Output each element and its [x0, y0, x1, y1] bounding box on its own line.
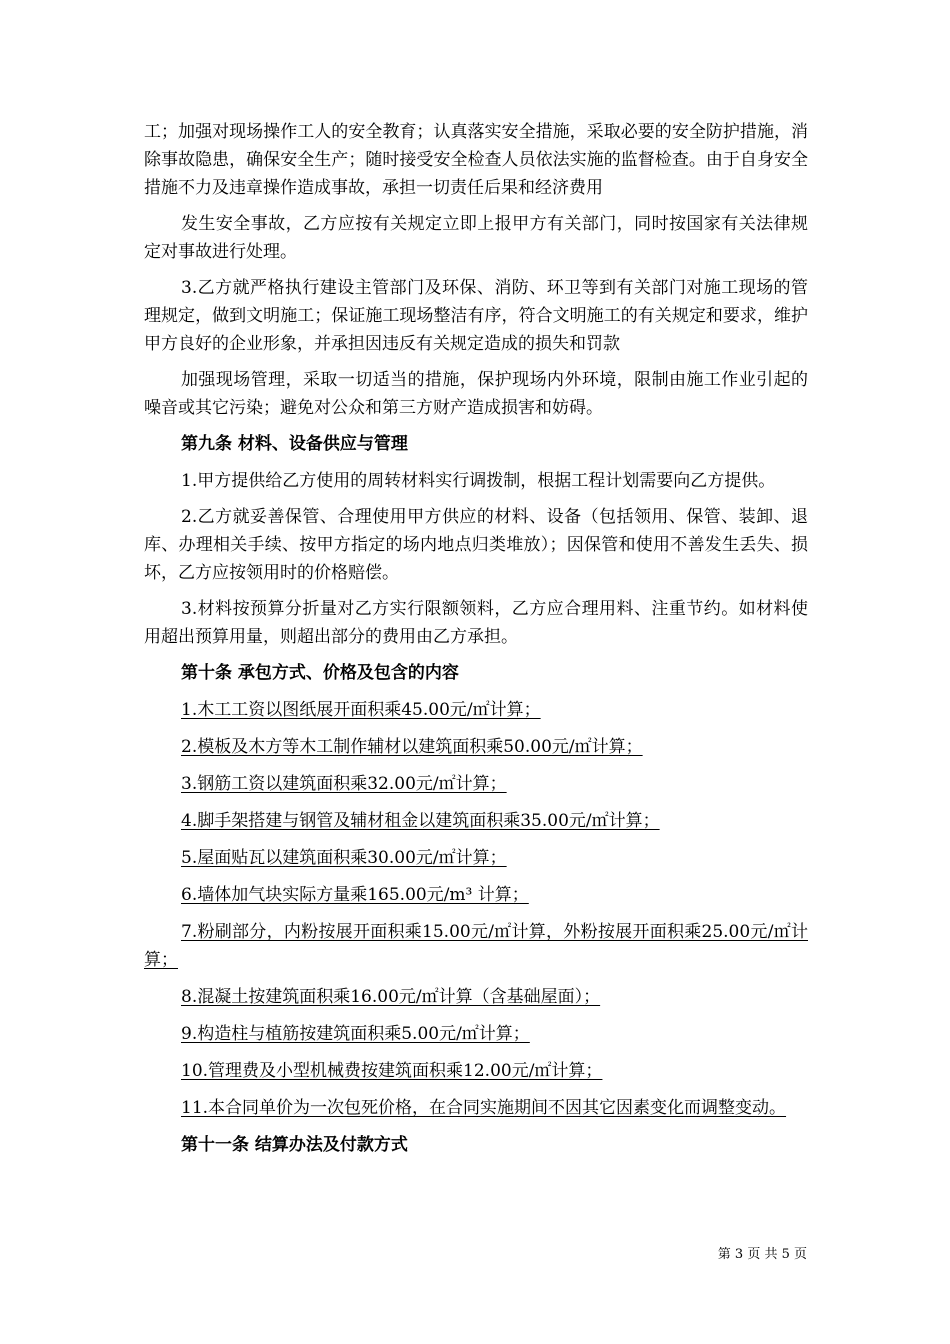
price-item-1: 1.木工工资以图纸展开面积乘45.00元/㎡计算；	[181, 700, 541, 720]
section-heading-article-9: 第九条 材料、设备供应与管理	[181, 434, 408, 454]
price-item-3: 3.钢筋工资以建筑面积乘32.00元/㎡计算；	[181, 774, 507, 794]
price-item-11: 11.本合同单价为一次包死价格，在合同实施期间不因其它因素变化而调整变动。	[181, 1098, 787, 1118]
price-item-2: 2.模板及木方等木工制作辅材以建筑面积乘50.00元/㎡计算；	[181, 737, 643, 757]
price-item-4: 4.脚手架搭建与钢管及辅材租金以建筑面积乘35.00元/㎡计算；	[181, 811, 660, 831]
price-item-7: 7.粉刷部分，内粉按展开面积乘15.00元/㎡计算，外粉按展开面积乘25.00元/㎡计算；	[144, 922, 808, 970]
document-body	[144, 118, 808, 1168]
paragraph-materials-2: 2.乙方就妥善保管、合理使用甲方供应的材料、设备（包括领用、保管、装卸、退库、办理相关手续、按甲方指定的场内地点归类堆放）；因保管和使用不善发生丢失、损坏，乙方应按领用时的价格赔偿。	[144, 507, 808, 583]
section-heading-article-11: 第十一条 结算办法及付款方式	[181, 1135, 408, 1155]
price-item-8: 8.混凝土按建筑面积乘16.00元/㎡计算（含基础屋面）；	[181, 987, 601, 1007]
page-number: 第 3 页 共 5 页	[717, 1247, 807, 1262]
paragraph-accident-report: 发生安全事故，乙方应按有关规定立即上报甲方有关部门，同时按国家有关法律规定对事故进行处理。	[144, 214, 808, 262]
paragraph-site-management: 加强现场管理，采取一切适当的措施，保护现场内外环境，限制由施工作业引起的噪音或其它污染；避免对公众和第三方财产造成损害和妨碍。	[144, 370, 808, 418]
price-item-6: 6.墙体加气块实际方量乘165.00元/m³ 计算；	[181, 885, 529, 905]
price-item-5: 5.屋面贴瓦以建筑面积乘30.00元/㎡计算；	[181, 848, 507, 868]
price-item-10: 10.管理费及小型机械费按建筑面积乘12.00元/㎡计算；	[181, 1061, 603, 1081]
paragraph-civilized-construction: 3.乙方就严格执行建设主管部门及环保、消防、环卫等到有关部门对施工现场的管理规定，做到文明施工；保证施工现场整洁有序，符合文明施工的有关规定和要求，维护甲方良好的企业形象，并承担因违反有关规定造成的损失和罚款	[144, 278, 808, 354]
price-item-9: 9.构造柱与植筋按建筑面积乘5.00元/㎡计算；	[181, 1024, 530, 1044]
paragraph-materials-3: 3.材料按预算分折量对乙方实行限额领料，乙方应合理用料、注重节约。如材料使用超出预算用量，则超出部分的费用由乙方承担。	[144, 599, 808, 647]
paragraph-materials-1: 1.甲方提供给乙方使用的周转材料实行调拨制，根据工程计划需要向乙方提供。	[181, 471, 776, 491]
section-heading-article-10: 第十条 承包方式、价格及包含的内容	[181, 663, 459, 683]
paragraph-safety-duties: 工；加强对现场操作工人的安全教育；认真落实安全措施，采取必要的安全防护措施，消除事故隐患，确保安全生产；随时接受安全检查人员依法实施的监督检查。由于自身安全措施不力及违章操作造成事故，承担一切责任后果和经济费用	[144, 122, 808, 198]
